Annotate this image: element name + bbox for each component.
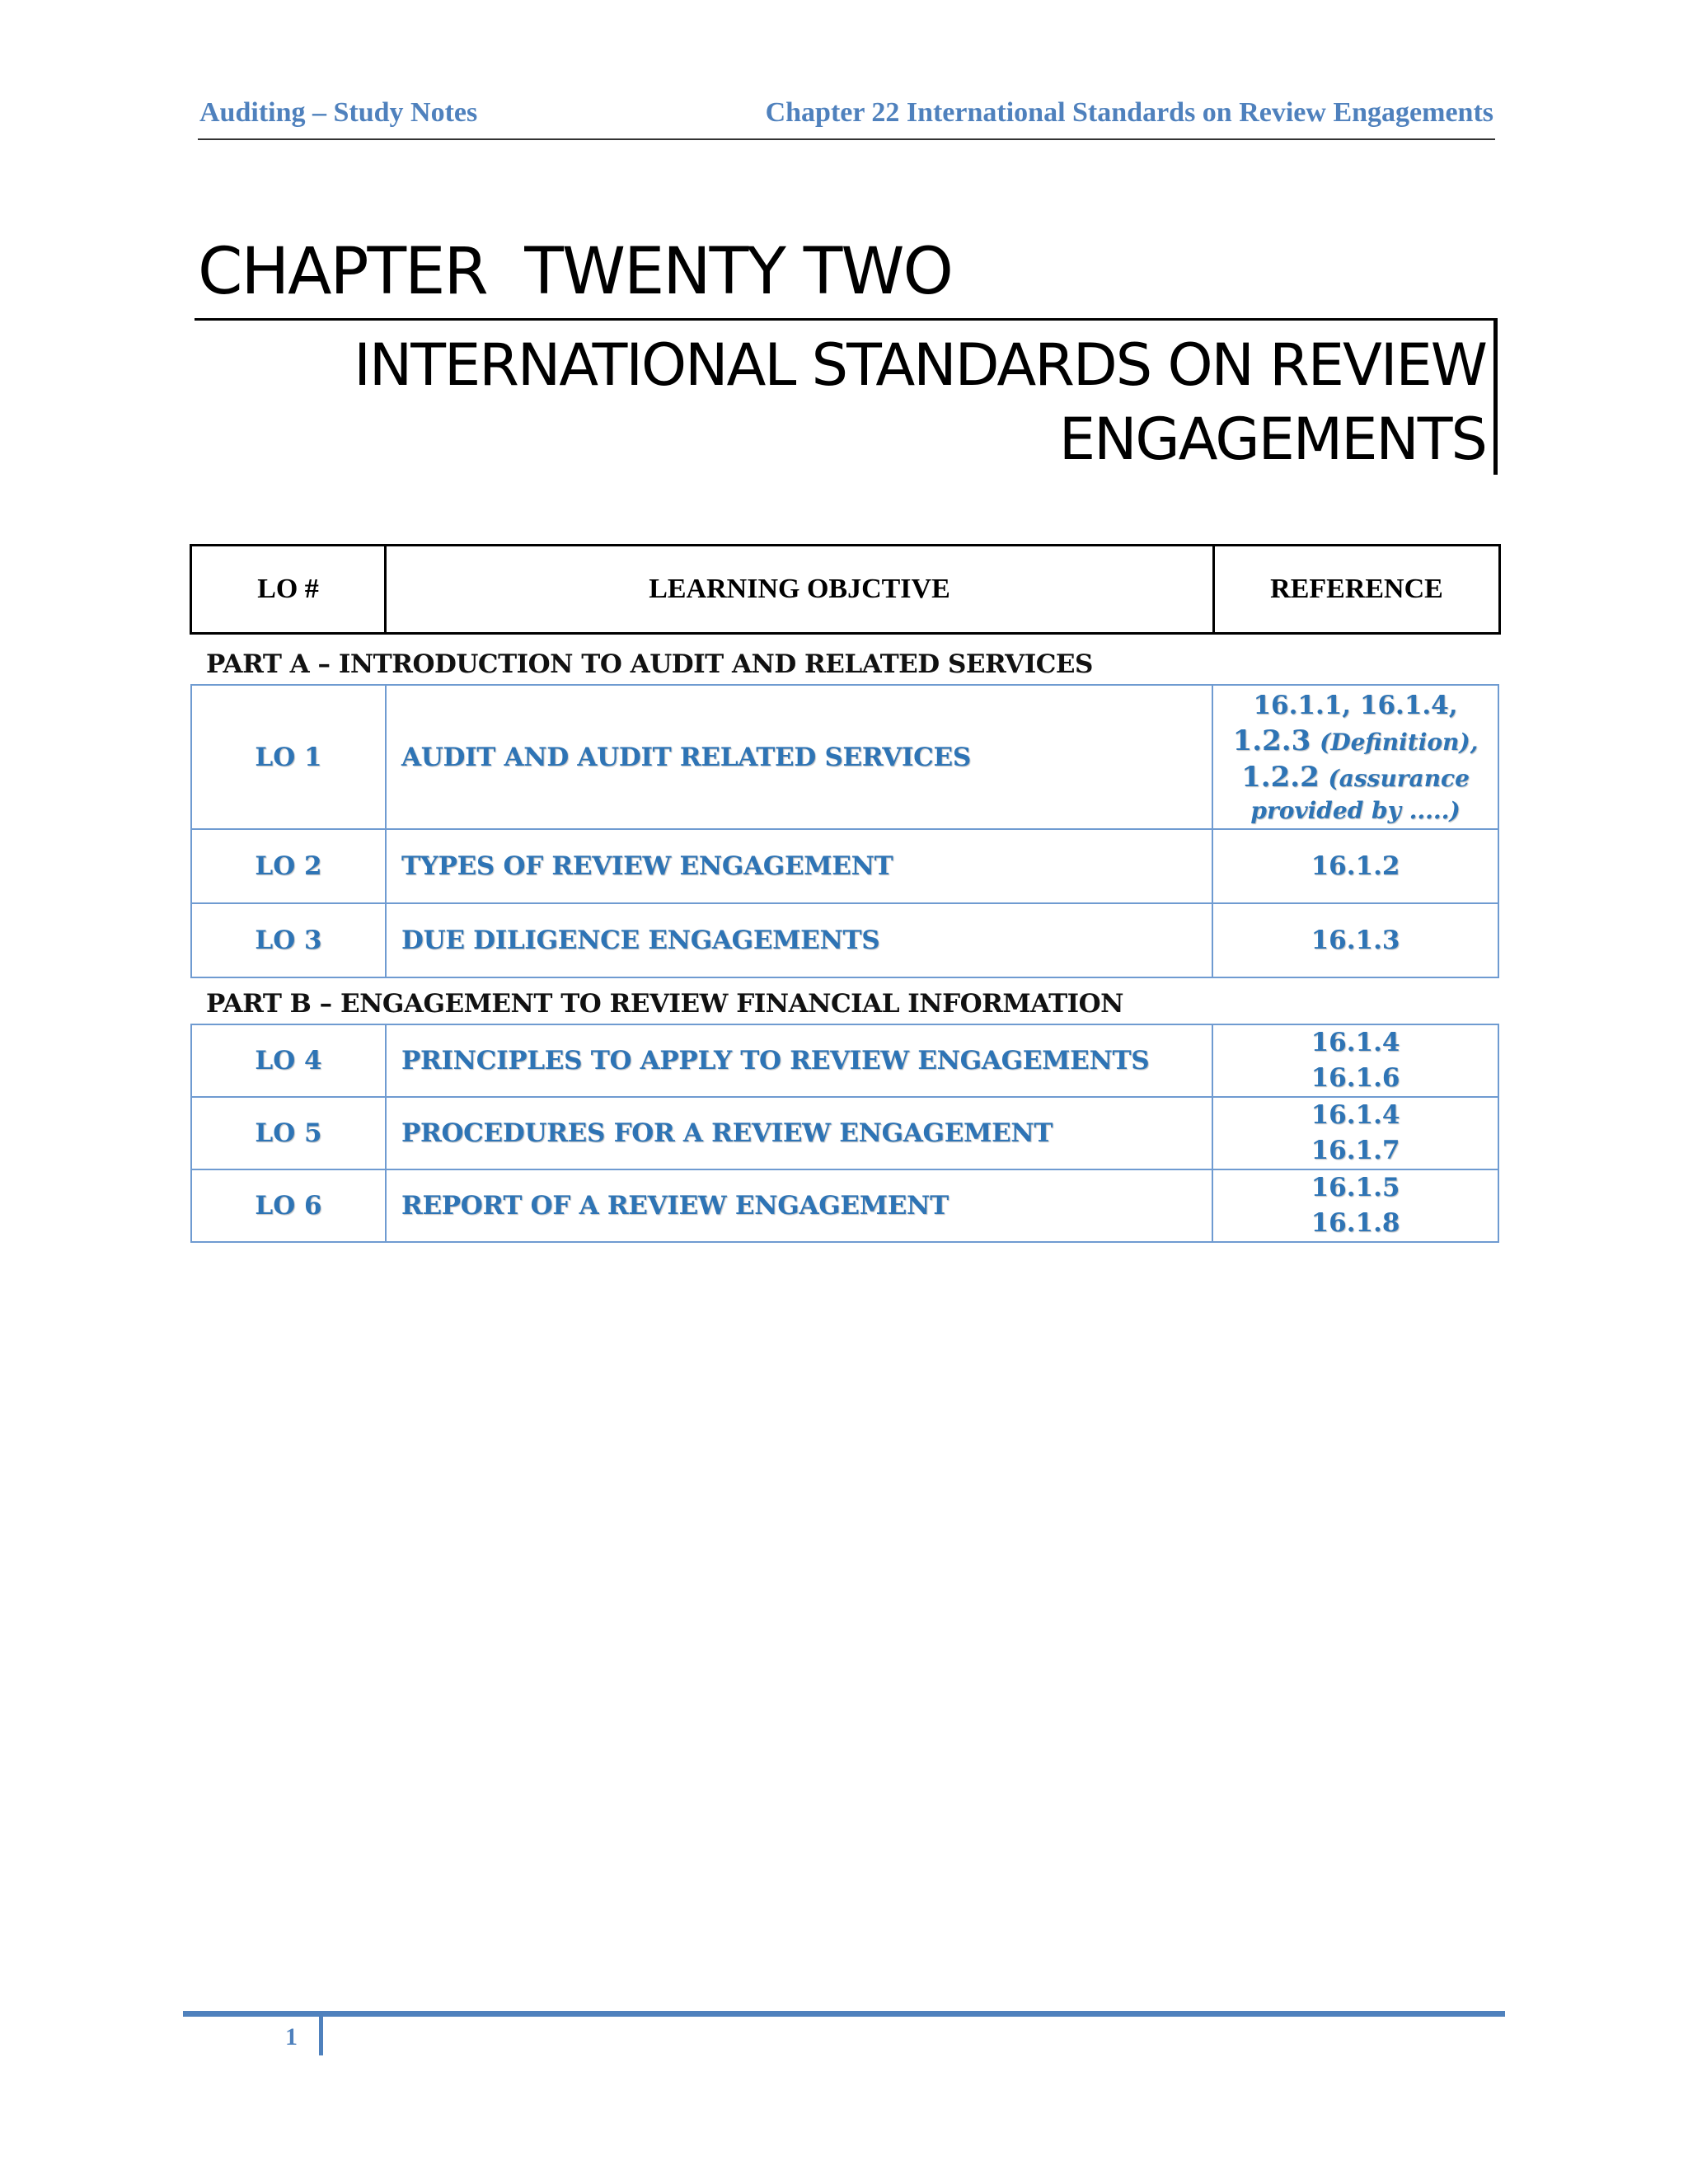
lo-objective: PROCEDURES FOR A REVIEW ENGAGEMENT (386, 1097, 1212, 1169)
page-number: 1 (285, 2023, 298, 2050)
ref-line: 16.1.7 (1311, 1136, 1400, 1165)
chapter-title: CHAPTER TWENTY TWO (198, 235, 952, 309)
header-learning-objective: LEARNING OBJCTIVE (386, 546, 1214, 634)
lo-number: LO 2 (191, 829, 386, 903)
lo-objective: PRINCIPLES TO APPLY TO REVIEW ENGAGEMENTS (386, 1024, 1212, 1097)
lo-reference (1212, 1169, 1498, 1242)
part-a-table (190, 684, 1499, 978)
subtitle-line-1: INTERNATIONAL STANDARDS ON REVIEW (354, 331, 1486, 399)
running-header (198, 97, 1495, 140)
lo-number: LO 3 (191, 903, 386, 977)
ref-number: 1.2.2 (1241, 761, 1320, 794)
ref-note: (assurance (1328, 765, 1470, 792)
title-vertical-bar (1493, 318, 1498, 475)
objectives-header-table (190, 544, 1501, 635)
header-chapter-title: Chapter 22 International Standards on Review Engagements (765, 97, 1493, 128)
table-row (191, 1097, 1498, 1169)
ref-line (1213, 724, 1498, 760)
lo-reference (1212, 1024, 1498, 1097)
header-book-title: Auditing – Study Notes (199, 97, 478, 128)
lo-reference (1212, 685, 1498, 829)
lo-objective: AUDIT AND AUDIT RELATED SERVICES (386, 685, 1212, 829)
ref-note: provided by .....) (1250, 797, 1461, 824)
part-a-label: PART A – INTRODUCTION TO AUDIT AND RELATED SERVICES (206, 649, 1093, 679)
lo-objective: DUE DILIGENCE ENGAGEMENTS (386, 903, 1212, 977)
part-b-table (190, 1024, 1499, 1243)
ref-line (1213, 760, 1498, 796)
part-b-label: PART B – ENGAGEMENT TO REVIEW FINANCIAL INFORMATION (206, 989, 1123, 1019)
lo-objective: REPORT OF A REVIEW ENGAGEMENT (386, 1169, 1212, 1242)
ref-note: (Definition), (1320, 729, 1479, 756)
table-row (191, 1169, 1498, 1242)
table-row (191, 829, 1498, 903)
lo-number: LO 1 (191, 685, 386, 829)
ref-line: 16.1.8 (1311, 1208, 1400, 1238)
table-row (191, 1024, 1498, 1097)
lo-reference: 16.1.3 (1212, 903, 1498, 977)
lo-reference: 16.1.2 (1212, 829, 1498, 903)
title-divider (195, 318, 1497, 321)
footer-divider (183, 2011, 1505, 2017)
lo-number: LO 4 (191, 1024, 386, 1097)
subtitle-line-2: ENGAGEMENTS (1058, 405, 1486, 473)
header-row (191, 546, 1500, 634)
lo-number: LO 5 (191, 1097, 386, 1169)
lo-reference (1212, 1097, 1498, 1169)
footer-vertical-bar (319, 2011, 323, 2055)
header-lo-number: LO # (191, 546, 386, 634)
table-row (191, 685, 1498, 829)
ref-line: 16.1.4 (1311, 1028, 1400, 1057)
table-row (191, 903, 1498, 977)
ref-line: 16.1.5 (1311, 1173, 1400, 1202)
ref-number: 1.2.3 (1232, 724, 1311, 757)
lo-objective: TYPES OF REVIEW ENGAGEMENT (386, 829, 1212, 903)
ref-line: 16.1.6 (1311, 1063, 1400, 1093)
ref-line: 16.1.1, 16.1.4, (1253, 691, 1458, 720)
header-reference: REFERENCE (1214, 546, 1500, 634)
lo-number: LO 6 (191, 1169, 386, 1242)
ref-line: 16.1.4 (1311, 1100, 1400, 1130)
chapter-subtitle (250, 328, 1486, 476)
